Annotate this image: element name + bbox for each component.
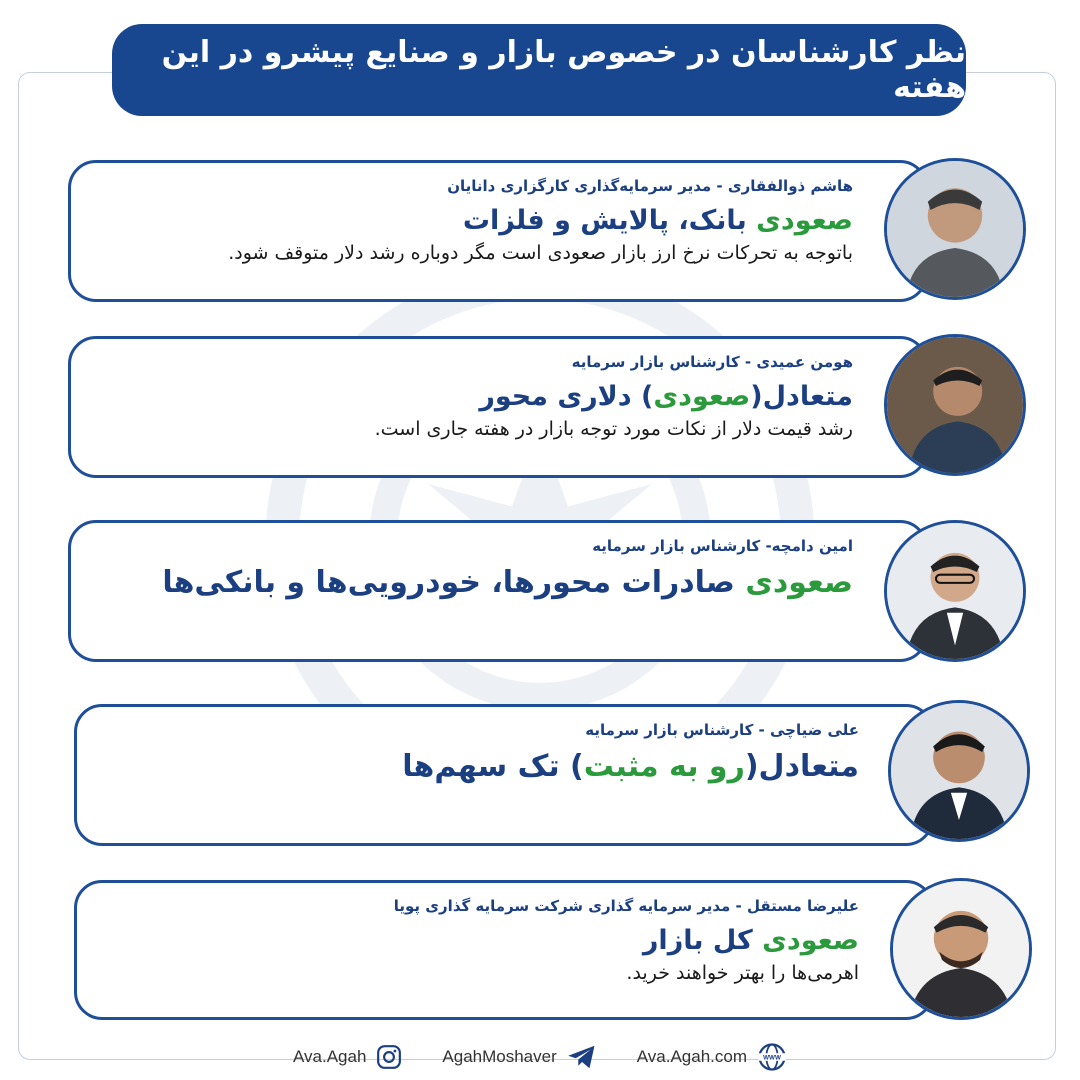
www-globe-icon: [757, 1042, 787, 1072]
expert-card-4: [74, 704, 934, 846]
expert-name: هومن عمیدی - کارشناس بازار سرمایه: [571, 353, 853, 371]
footer: [0, 1040, 1080, 1074]
expert-description: رشد قیمت دلار از نکات مورد توجه بازار در هفته جاری است.: [374, 418, 853, 440]
expert-card-5: [74, 880, 934, 1020]
expert-card-1: [68, 160, 928, 302]
instagram-label[interactable]: Ava.Agah: [292, 1047, 367, 1066]
expert-description: اهرمی‌ها را بهتر خواهند خرید.: [626, 962, 859, 984]
expert-name: علی ضیاچی - کارشناس بازار سرمایه: [585, 721, 859, 739]
expert-description: باتوجه به تحرکات نرخ ارز بازار صعودی است مگر دوباره رشد دلار متوقف شود.: [228, 242, 853, 264]
headline-rest: ) تک سهم‌ها: [402, 749, 584, 784]
website-label[interactable]: Ava.Agah.com: [636, 1047, 748, 1066]
expert-headline: [91, 565, 853, 600]
footer-instagram[interactable]: [293, 1044, 402, 1070]
expert-name: علیرضا مستقل - مدیر سرمایه گذاری شرکت سرمایه گذاری پویا: [393, 897, 859, 915]
headline-rest: کل بازار: [642, 925, 763, 956]
expert-headline: [91, 205, 853, 236]
person-avatar-icon: [893, 881, 1029, 1017]
telegram-label[interactable]: AgahMoshaver: [442, 1047, 557, 1066]
headline-highlight: صعودی: [745, 565, 853, 600]
headline-highlight: صعودی: [653, 381, 751, 412]
person-avatar-icon: [887, 523, 1023, 659]
headline-rest: ) دلاری محور: [479, 381, 654, 412]
page-title: نظر کارشناسان در خصوص بازار و صنایع پیشرو در این هفته: [112, 24, 966, 116]
footer-website[interactable]: [637, 1042, 787, 1072]
footer-telegram[interactable]: [442, 1044, 596, 1070]
expert-headline: [91, 381, 853, 412]
headline-highlight: صعودی: [762, 925, 859, 956]
person-avatar-icon: [891, 703, 1027, 839]
expert-photo-4: [888, 700, 1030, 842]
headline-highlight: رو به مثبت: [583, 749, 745, 784]
headline-prefix: متعادل(: [750, 381, 853, 412]
expert-card-2: [68, 336, 928, 478]
expert-photo-3: [884, 520, 1026, 662]
instagram-icon: [376, 1044, 402, 1070]
expert-card-3: [68, 520, 928, 662]
person-avatar-icon: [887, 161, 1023, 297]
expert-name: امین دامچه- کارشناس بازار سرمایه: [592, 537, 853, 555]
headline-highlight: صعودی: [756, 205, 853, 236]
headline-prefix: متعادل(: [744, 749, 859, 784]
headline-rest: صادرات محورها، خودرویی‌ها و بانکی‌ها: [162, 565, 746, 600]
svg-text:WWW: WWW: [763, 1054, 781, 1062]
expert-photo-1: [884, 158, 1026, 300]
expert-name: هاشم ذوالفقاری - مدیر سرمایه‌گذاری کارگزاری دانایان: [447, 177, 853, 195]
expert-headline: [97, 749, 859, 784]
person-avatar-icon: [887, 337, 1023, 473]
expert-headline: [97, 925, 859, 956]
expert-photo-2: [884, 334, 1026, 476]
expert-photo-5: [890, 878, 1032, 1020]
telegram-icon: [567, 1044, 597, 1070]
headline-rest: بانک، پالایش و فلزات: [462, 205, 757, 236]
